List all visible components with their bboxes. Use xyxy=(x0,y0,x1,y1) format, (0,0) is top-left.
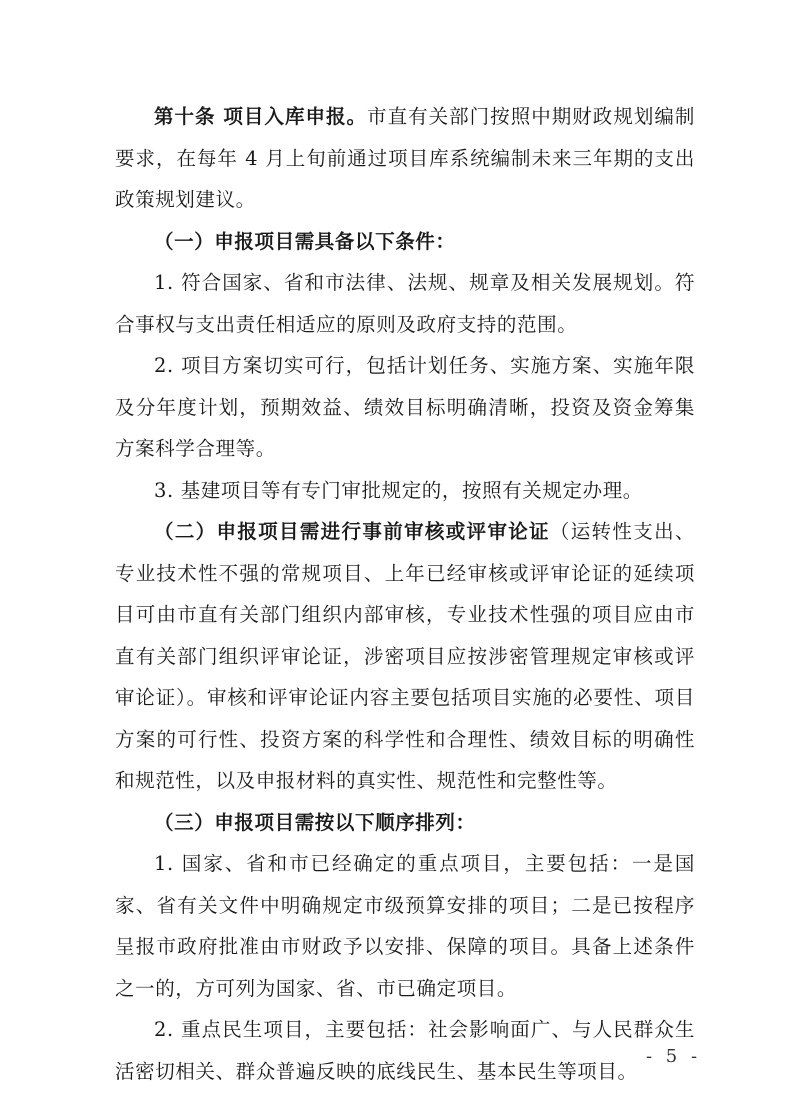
section-3-heading: （三）申报项目需按以下顺序排列： xyxy=(154,810,476,834)
page-number: - 5 - xyxy=(646,1046,702,1067)
article-10-heading: 第十条 项目入库申报。 xyxy=(154,105,368,128)
section-2-heading: （二）申报项目需进行事前审核或评审论证 xyxy=(154,520,550,543)
article-10-paragraph xyxy=(115,96,695,221)
section-3-item: 1. 国家、省和市已经确定的重点项目，主要包括：一是国家、省有关文件中明确规定市级预算安排的项目；二是已按程序呈报市政府批准由市财政予以安排、保障的项目。具备上述条件之一的，方可列为国家、省、市已确定项目。 xyxy=(115,852,695,1000)
section-1-item: 1. 符合国家、省和市法律、法规、规章及相关发展规划。符合事权与支出责任相适应的原则及政府支持的范围。 xyxy=(115,271,695,336)
section-2-paragraph xyxy=(115,511,695,802)
section-3-item: 2. 重点民生项目，主要包括：社会影响面广、与人民群众生活密切相关、群众普遍反映的底线民生、基本民生等项目。 xyxy=(115,1018,695,1083)
section-1-item: 2. 项目方案切实可行，包括计划任务、实施方案、实施年限及分年度计划，预期效益、绩效目标明确清晰，投资及资金筹集方案科学合理等。 xyxy=(115,354,695,460)
section-2-text: （运转性支出、专业技术性不强的常规项目、上年已经审核或评审论证的延续项目可由市直有关部门组织内部审核，专业技术性强的项目应由市直有关部门组织评审论证，涉密项目应按涉密管理规定审核或评审论证）。审核和评审论证内容主要包括项目实施的必要性、项目方案的可行性、投资方案的科学性和合理性、绩效目标的明确性和规范性，以及申报材料的真实性、规范性和完整性等。 xyxy=(115,520,696,792)
section-1-item: 3. 基建项目等有专门审批规定的，按照有关规定办理。 xyxy=(154,478,643,502)
section-1-heading: （一）申报项目需具备以下条件： xyxy=(154,229,456,253)
article-10-text: 市直有关部门按照中期财政规划编制要求，在每年 4 月上旬前通过项目库系统编制未来三年期的支出政策规划建议。 xyxy=(115,105,695,211)
document-body xyxy=(115,96,695,1092)
